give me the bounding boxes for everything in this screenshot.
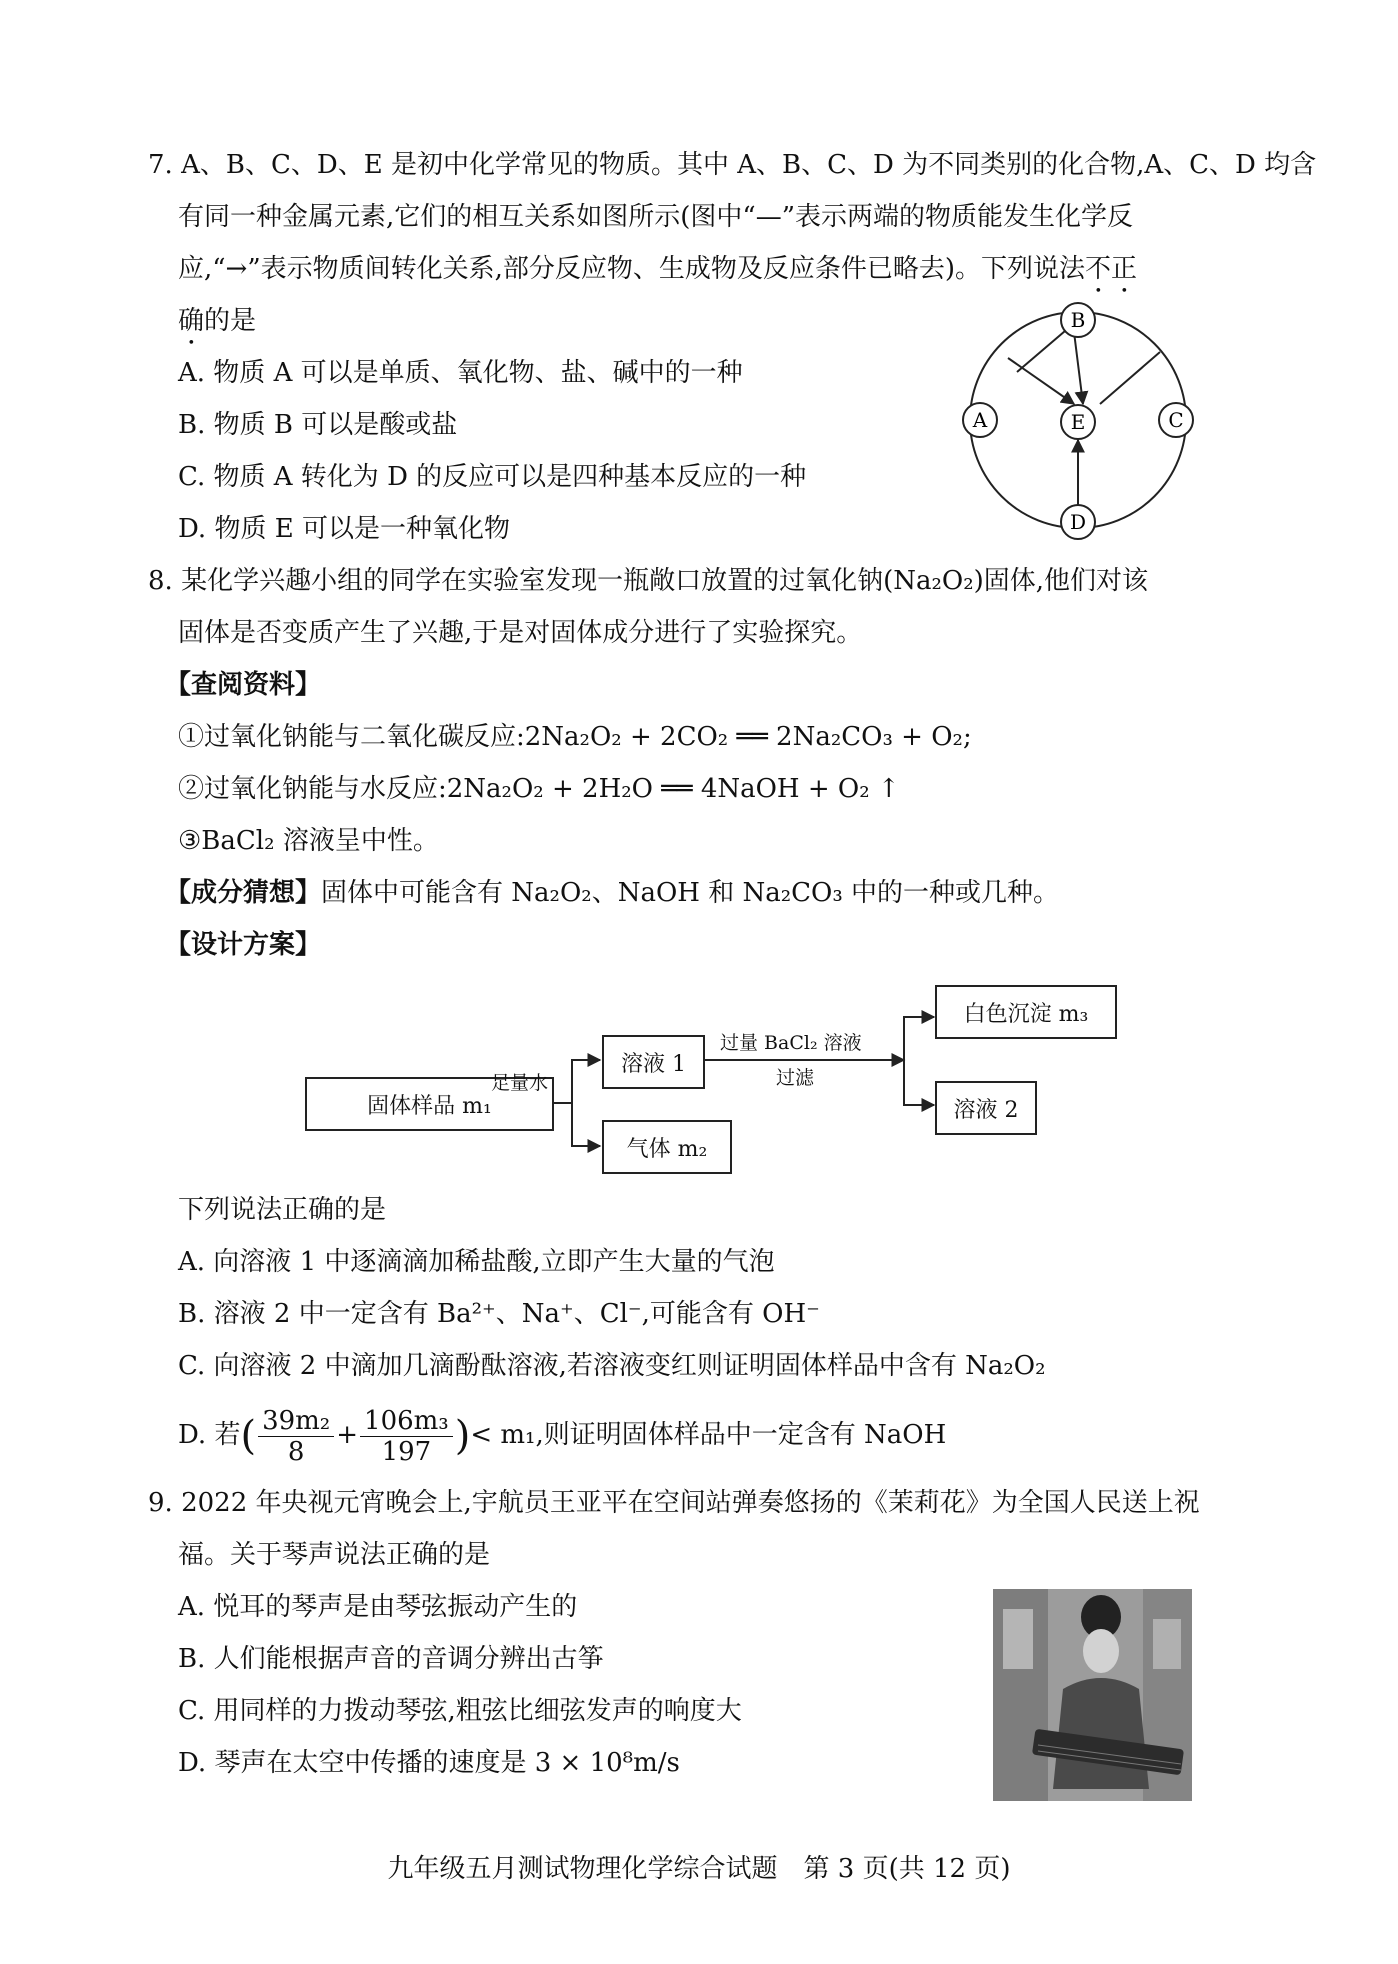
q9-guzheng-photo [993, 1589, 1192, 1801]
q8-flow-solution2-arrow [904, 1060, 934, 1105]
q7-emphasis-2: 确 [178, 306, 205, 336]
q8-frac2-num: 106m₃ [360, 1406, 453, 1437]
q8-option-b: B. 溶液 2 中一定含有 Ba²⁺、Na⁺、Cl⁻,可能含有 OH⁻ [178, 1299, 820, 1329]
q8-frac1-den: 8 [287, 1436, 305, 1467]
q7-line-3-text: 应,“→”表示物质间转化关系,部分反应物、生成物及反应条件已略去)。下列说法 [178, 254, 1086, 284]
q7-node-c-label: C [1168, 408, 1184, 432]
q7-node-b-label: B [1070, 308, 1086, 332]
q8-heading-plan: 【设计方案】 [165, 930, 322, 960]
q7-node-d-label: D [1069, 510, 1087, 534]
q8-box-precipitate: 白色沉淀 m₃ [935, 985, 1117, 1039]
q9-option-d: D. 琴声在太空中传播的速度是 3 × 10⁸m/s [178, 1748, 680, 1778]
q9-option-a: A. 悦耳的琴声是由琴弦振动产生的 [178, 1592, 578, 1622]
q8-prompt: 下列说法正确的是 [178, 1195, 387, 1225]
q8-fraction-1 [258, 1406, 334, 1467]
q8-option-a: A. 向溶液 1 中逐滴滴加稀盐酸,立即产生大量的气泡 [178, 1247, 775, 1277]
q9-line-1: 9. 2022 年央视元宵晚会上,宇航员王亚平在空间站弹奏悠扬的《茉莉花》为全国人民送上祝 [148, 1488, 1200, 1518]
q8-option-c: C. 向溶液 2 中滴加几滴酚酞溶液,若溶液变红则证明固体样品中含有 Na₂O₂ [178, 1351, 1046, 1381]
q8-option-d-suffix: < m₁,则证明固体样品中一定含有 NaOH [470, 1420, 947, 1450]
q8-flow-precipitate-arrow [904, 1017, 934, 1060]
q7-line-2: 有同一种金属元素,它们的相互关系如图所示(图中“—”表示两端的物质能发生化学反 [178, 202, 1133, 232]
q8-info-1: ①过氧化钠能与二氧化碳反应:2Na₂O₂ + 2CO₂ ══ 2Na₂CO₃ + O₂; [178, 722, 972, 752]
q8-flow-water-arrow [552, 1060, 600, 1103]
q8-box-solution2: 溶液 2 [935, 1081, 1037, 1135]
q8-info-2: ②过氧化钠能与水反应:2Na₂O₂ + 2H₂O ══ 4NaOH + O₂ ↑ [178, 774, 900, 804]
q8-box-solution1: 溶液 1 [602, 1035, 705, 1089]
q8-line-2: 固体是否变质产生了兴趣,于是对固体成分进行了实验探究。 [178, 618, 863, 648]
q8-label-water: 足量水 [491, 1072, 549, 1094]
q8-option-d-prefix: D. 若 [178, 1420, 241, 1450]
q7-option-d: D. 物质 E 可以是一种氧化物 [178, 514, 510, 544]
q7-node-e-label: E [1070, 410, 1086, 434]
q8-box-gas: 气体 m₂ [602, 1120, 732, 1174]
q7-line-1: 7. A、B、C、D、E 是初中化学常见的物质。其中 A、B、C、D 为不同类别的化合物,A、C、D 均含 [148, 150, 1317, 180]
q8-right-paren: ) [454, 1413, 471, 1459]
q7-option-c: C. 物质 A 转化为 D 的反应可以是四种基本反应的一种 [178, 462, 807, 492]
q9-photo-illustration [993, 1589, 1192, 1801]
q9-option-b: B. 人们能根据声音的音调分辨出古筝 [178, 1644, 604, 1674]
q8-info-3: ③BaCl₂ 溶液呈中性。 [178, 826, 439, 856]
q7-node-a-label: A [972, 408, 988, 432]
q8-label-filter: 过滤 [776, 1067, 815, 1089]
q8-heading-guess: 【成分猜想】 [165, 878, 322, 908]
q9-option-c: C. 用同样的力拨动琴弦,粗弦比细弦发声的响度大 [178, 1696, 742, 1726]
q8-plus: + [336, 1420, 359, 1450]
q7-emphasis-1: 不正 [1085, 254, 1138, 284]
q8-line-1: 8. 某化学兴趣小组的同学在实验室发现一瓶敞口放置的过氧化钠(Na₂O₂)固体,他们对该 [148, 566, 1149, 596]
q7-line-4-text: 的是 [204, 306, 257, 336]
q9-line-2: 福。关于琴声说法正确的是 [178, 1540, 491, 1570]
q8-left-paren: ( [240, 1413, 257, 1459]
q8-label-reagent: 过量 BaCl₂ 溶液 [720, 1032, 862, 1054]
q8-frac2-den: 197 [381, 1436, 432, 1467]
q8-frac1-num: 39m₂ [258, 1406, 334, 1437]
page-footer: 九年级五月测试物理化学综合试题 第 3 页(共 12 页) [387, 1854, 1011, 1884]
q7-option-b: B. 物质 B 可以是酸或盐 [178, 410, 458, 440]
q8-box-sample: 固体样品 m₁ [305, 1077, 554, 1131]
q8-heading-info: 【查阅资料】 [165, 670, 322, 700]
q8-guess-text: 固体中可能含有 Na₂O₂、NaOH 和 Na₂CO₃ 中的一种或几种。 [321, 878, 1060, 908]
q8-option-d [178, 1400, 946, 1471]
q7-option-a: A. 物质 A 可以是单质、氧化物、盐、碱中的一种 [178, 358, 743, 388]
q8-flow-gas-arrow [572, 1103, 600, 1146]
q8-fraction-2 [360, 1406, 453, 1467]
